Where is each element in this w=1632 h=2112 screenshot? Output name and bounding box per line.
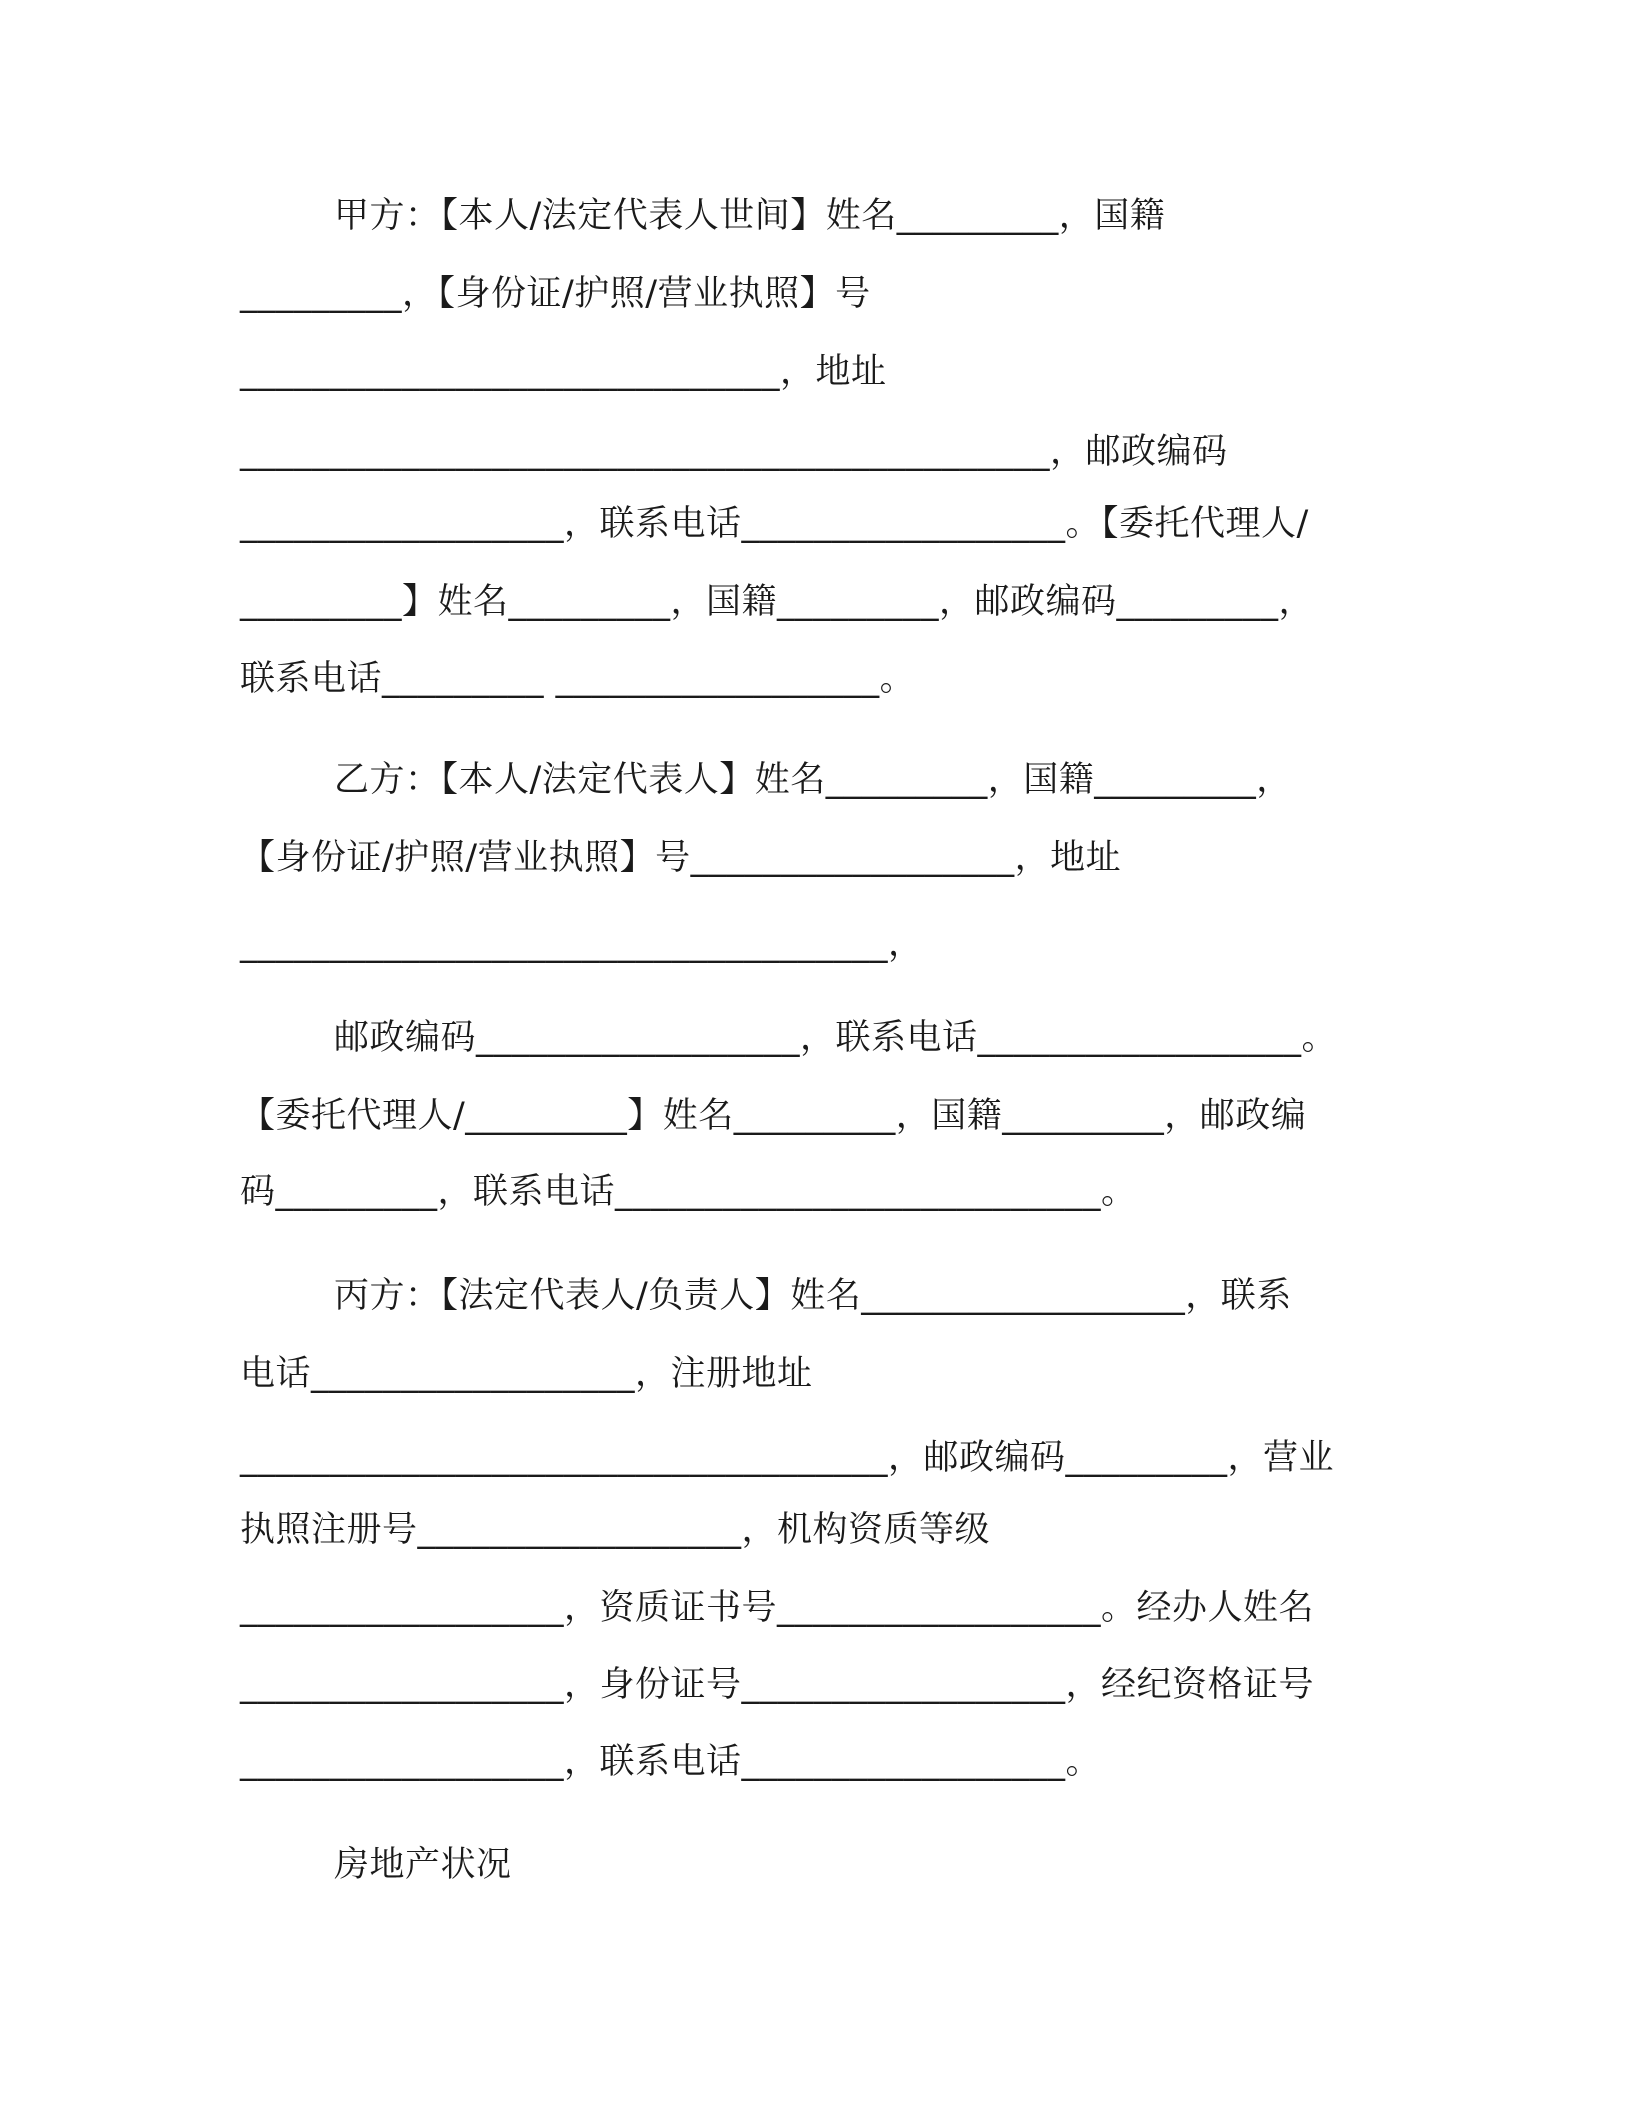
party-b-line-5: 【委托代理人/_________】姓名_________，国籍_________，邮政编 (240, 1096, 1307, 1136)
party-b-line-4: 邮政编码__________________，联系电话__________________。 (334, 1018, 1338, 1058)
party-c-line-3: ____________________________________，邮政编码_________，营业 (240, 1438, 1335, 1478)
party-c-line-1: 丙方：【法定代表人/负责人】姓名__________________，联系 (334, 1276, 1292, 1316)
party-c-line-4: 执照注册号__________________，机构资质等级 (240, 1510, 991, 1550)
party-c-line-5: __________________，资质证书号__________________。经办人姓名 (240, 1588, 1315, 1628)
party-b-line-3: ____________________________________， (240, 924, 924, 964)
party-c-line-7: __________________，联系电话__________________。 (240, 1742, 1102, 1782)
section-heading-property-status: 房地产状况 (334, 1845, 512, 1885)
party-a-line-5: __________________，联系电话__________________。【委托代理人/ (240, 504, 1309, 544)
party-b-line-2: 【身份证/护照/营业执照】号__________________，地址 (240, 838, 1122, 878)
party-c-line-6: __________________，身份证号__________________，经纪资格证号 (240, 1665, 1315, 1705)
party-a-line-6: _________】姓名_________，国籍_________，邮政编码_________， (240, 582, 1315, 622)
party-a-line-1: 甲方：【本人/法定代表人世间】姓名_________，国籍 (334, 196, 1166, 236)
party-b-line-1: 乙方：【本人/法定代表人】姓名_________，国籍_________， (334, 760, 1292, 800)
party-a-line-4: _____________________________________________，邮政编码 (240, 432, 1228, 472)
party-a-line-3: ______________________________，地址 (240, 352, 887, 392)
party-b-line-6: 码_________，联系电话___________________________。 (240, 1172, 1137, 1212)
party-a-line-2: _________，【身份证/护照/营业执照】号 (240, 274, 871, 314)
party-c-line-2: 电话__________________，注册地址 (240, 1354, 813, 1394)
party-a-line-7: 联系电话_________ __________________。 (240, 659, 916, 699)
